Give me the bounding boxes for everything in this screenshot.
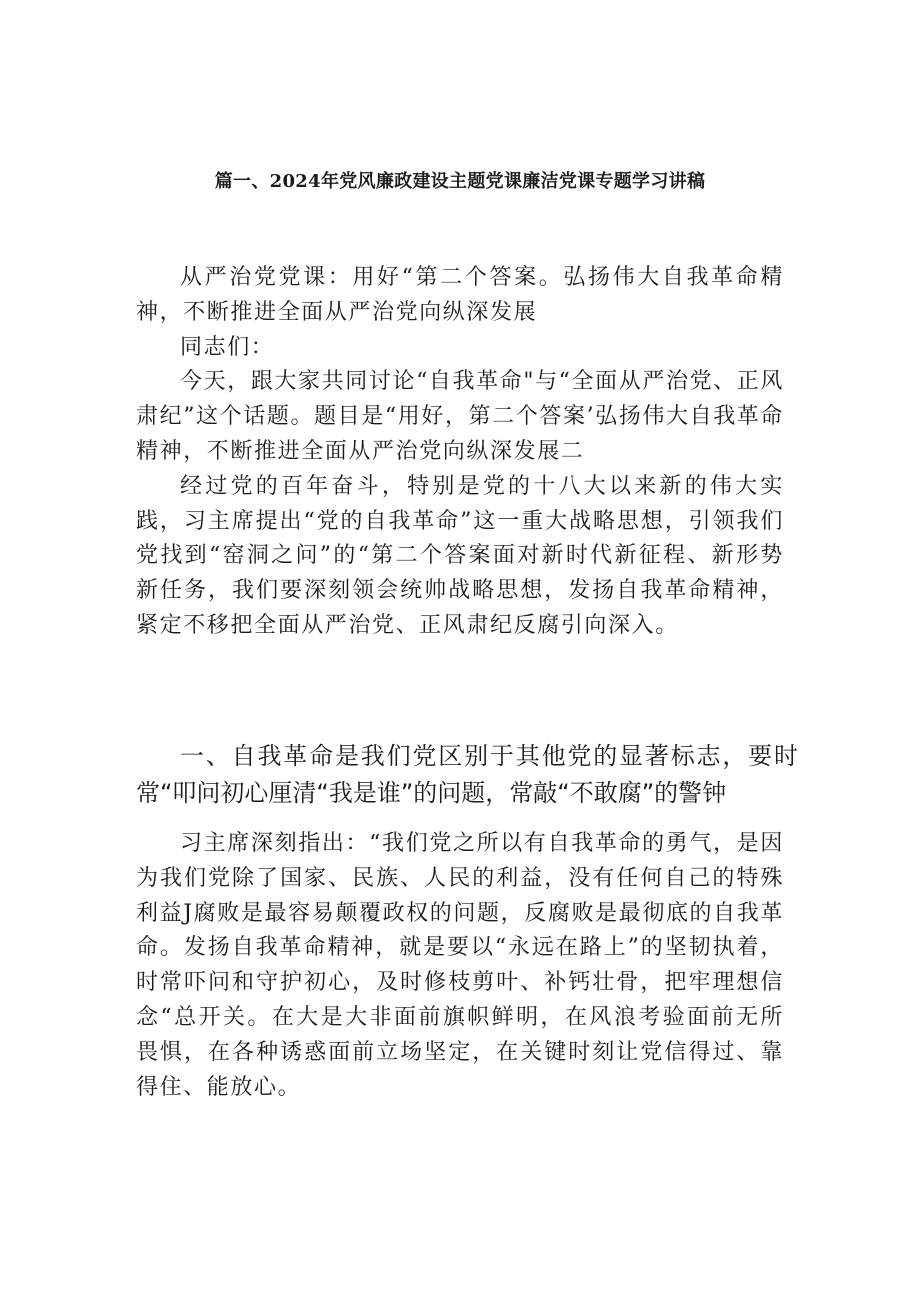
document-body-intro [136, 261, 784, 644]
section-heading-text: 一、自我革命是我们党区别于其他党的显著标志，要时常“叩问初心厘清“我是谁”的问题，常敲“不敢腐”的警钟 [136, 742, 798, 807]
document-title: 篇一、2024年党风廉政建设主题党课廉洁党课专题学习讲稿 [214, 171, 706, 192]
body-paragraph-1: 今天，跟大家共同讨论“自我革命"与“全面从严治党、正风肃纪”这个话题。题目是“用好，第二个答案’弘扬伟大自我革命精神，不断推进全面从严治党向纵深发展二 [136, 369, 784, 464]
subtitle-paragraph: 从严治党党课：用好“第二个答案。弘扬伟大自我革命精神，不断推进全面从严治党向纵深发展 [136, 265, 784, 325]
salutation-paragraph: 同志们： [180, 334, 275, 360]
document-body-section [136, 827, 784, 1105]
section-paragraph: 习主席深刻指出：“我们党之所以有自我革命的勇气，是因为我们党除了国家、民族、人民的利益，没有任何自己的特殊利益J腐败是最容易颠覆政权的问题，反腐败是最彻底的自我革命。发扬自我革命精神，就是要以“永远在路上”的坚韧执着，时常吓问和守护初心，及时修枝剪叶、补钙壮骨，把牢理想信念“总开关。在大是大非面前旗帜鲜明，在风浪考验面前无所畏惧，在各种诱惑面前立场坚定，在关键时刻让党信得过、靠得住、能放心。 [136, 831, 784, 1100]
body-paragraph-2: 经过党的百年奋斗，特别是党的十八大以来新的伟大实践，习主席提出“党的自我革命”这一重大战略思想，引领我们党找到“窑洞之问”的“第二个答案面对新时代新征程、新形势新任务，我们要深刻领会统帅战略思想，发扬自我革命精神，紧定不移把全面从严治党、正风肃纪反腐引向深入。 [136, 473, 784, 638]
section-heading [136, 738, 798, 812]
